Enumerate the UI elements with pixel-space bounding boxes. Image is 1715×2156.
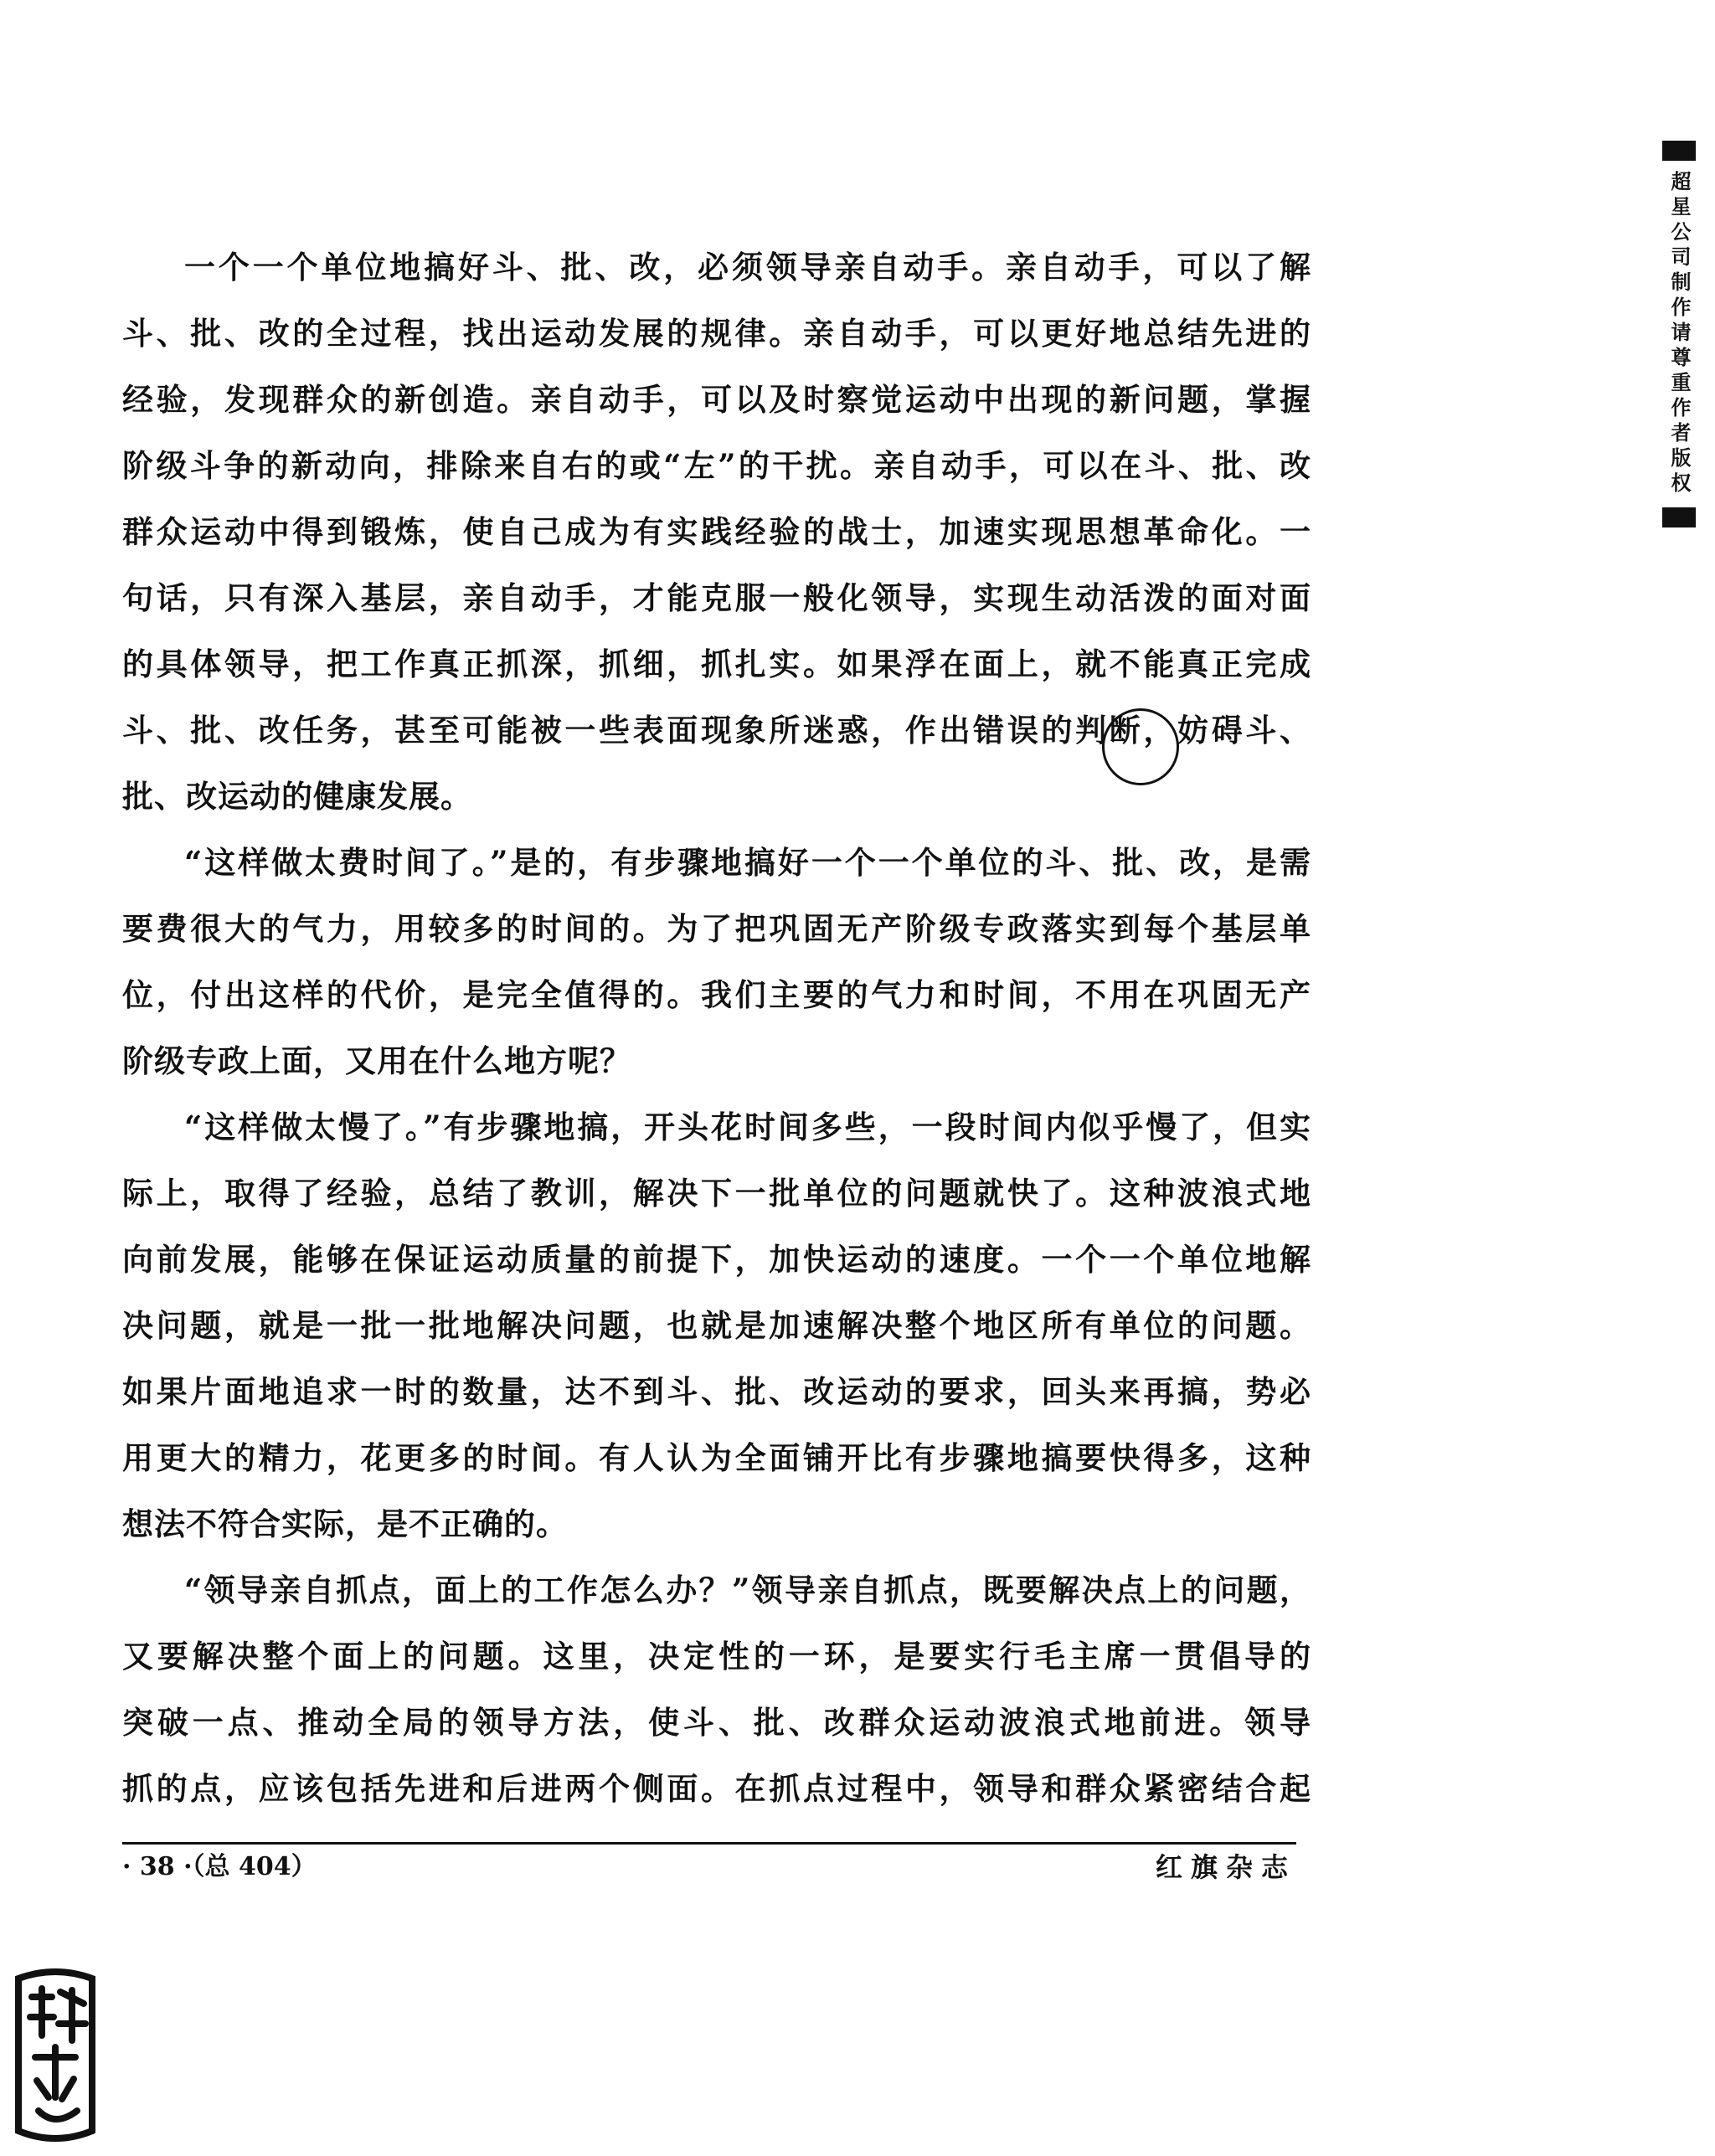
body-line: 经验，发现群众的新创造。亲自动手，可以及时察觉运动中出现的新问题，掌握 — [122, 381, 1311, 418]
body-line: “这样做太慢了。”有步骤地搞，开头花时间多些，一段时间内似乎慢了，但实 — [184, 1109, 1311, 1145]
body-line: 的具体领导，把工作真正抓深，抓细，抓扎实。如果浮在面上，就不能真正完成 — [122, 646, 1311, 682]
page-number: · 38 ·（总 404） — [122, 1852, 317, 1881]
body-line: 阶级专政上面，又用在什么地方呢？ — [122, 1042, 631, 1079]
journal-name: 红旗杂志 — [1155, 1851, 1296, 1883]
body-line: 向前发展，能够在保证运动质量的前提下，加快运动的速度。一个一个单位地解 — [122, 1241, 1311, 1278]
body-line: 群众运动中得到锻炼，使自己成为有实践经验的战士，加速实现思想革命化。一 — [122, 513, 1311, 550]
body-line: 斗、批、改的全过程，找出运动发展的规律。亲自动手，可以更好地总结先进的 — [122, 315, 1311, 352]
body-line: 际上，取得了经验，总结了教训，解决下一批单位的问题就快了。这种波浪式地 — [122, 1175, 1311, 1212]
body-line: 一个一个单位地搞好斗、批、改，必须领导亲自动手。亲自动手，可以了解 — [184, 249, 1311, 286]
body-line: “这样做太费时间了。”是的，有步骤地搞好一个一个单位的斗、批、改，是需 — [184, 844, 1311, 881]
footer-rule — [122, 1842, 1296, 1845]
body-line: 要费很大的气力，用较多的时间的。为了把巩固无产阶级专政落实到每个基层单 — [122, 910, 1311, 947]
body-line: 斗、批、改任务，甚至可能被一些表面现象所迷惑，作出错误的判断，妨碍斗、 — [122, 712, 1311, 749]
body-line: 如果片面地追求一时的数量，达不到斗、批、改运动的要求，回头来再搞，势必 — [122, 1373, 1311, 1410]
body-line: 句话，只有深入基层，亲自动手，才能克服一般化领导，实现生动活泼的面对面 — [122, 579, 1311, 616]
body-line: 突破一点、推动全局的领导方法，使斗、批、改群众运动波浪式地前进。领导 — [122, 1704, 1311, 1741]
strip-bar-bottom — [1662, 507, 1696, 527]
strip-bar-top — [1662, 141, 1696, 161]
body-line: 位，付出这样的代价，是完全值得的。我们主要的气力和时间，不用在巩固无产 — [122, 976, 1311, 1013]
body-line: 用更大的精力，花更多的时间。有人认为全面铺开比有步骤地搞要快得多，这种 — [122, 1439, 1311, 1476]
body-line: “领导亲自抓点，面上的工作怎么办？”领导亲自抓点，既要解决点上的问题， — [184, 1572, 1311, 1608]
body-line: 阶级斗争的新动向，排除来自右的或“左”的干扰。亲自动手，可以在斗、批、改 — [122, 447, 1311, 484]
body-line: 决问题，就是一批一批地解决问题，也就是加速解决整个地区所有单位的问题。 — [122, 1307, 1311, 1344]
body-line: 抓的点，应该包括先进和后进两个侧面。在抓点过程中，领导和群众紧密结合起 — [122, 1770, 1311, 1807]
body-line: 批、改运动的健康发展。 — [122, 778, 472, 815]
copyright-notice: 超星公司制作请尊重作者版权 — [1667, 171, 1692, 497]
article-body — [122, 234, 1311, 1822]
handwritten-circle-annotation — [1102, 708, 1179, 785]
collector-seal-icon — [10, 1963, 100, 2148]
body-line: 想法不符合实际，是不正确的。 — [122, 1505, 568, 1542]
body-line: 又要解决整个面上的问题。这里，决定性的一环，是要实行毛主席一贯倡导的 — [122, 1638, 1311, 1675]
copyright-side-strip — [1662, 141, 1696, 527]
